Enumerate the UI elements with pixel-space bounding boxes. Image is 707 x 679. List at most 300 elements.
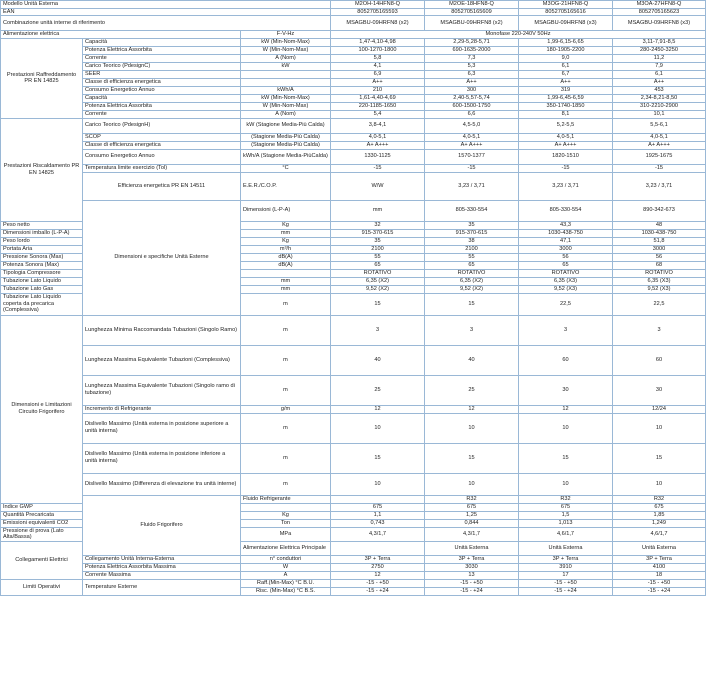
unit-cell <box>241 78 331 86</box>
parameter-cell: Quantità Precaricata <box>1 511 83 519</box>
value-cell: 2,40-5,57-5,74 <box>425 94 519 102</box>
value-cell: 675 <box>519 503 613 511</box>
value-cell: 1,013 <box>519 519 613 527</box>
value-cell: 10 <box>613 473 706 495</box>
unit-cell: m³/h <box>241 245 331 253</box>
value-cell: 1570-1377 <box>425 149 519 164</box>
parameter-cell: Alimentazione Elettrica Principale <box>241 541 331 555</box>
parameter-cell: Carico Teorico (PdesignH) <box>83 118 241 133</box>
value-cell: 3,23 / 3,71 <box>613 172 706 200</box>
group-label-cell: Dimensioni e specifiche Unità Esterne <box>83 200 241 315</box>
value-cell: 12 <box>331 571 425 579</box>
parameter-cell: Fluido Refrigerante <box>241 495 331 503</box>
value-cell: -15 <box>613 164 706 172</box>
table-row <box>1 315 706 345</box>
unit-cell: kWh/A <box>241 86 331 94</box>
parameter-cell: Pressione di prova (Lato Alta/Bassa) <box>1 527 83 541</box>
value-cell: 40 <box>425 345 519 375</box>
parameter-cell: Potenza Elettrica Assorbita <box>83 46 241 54</box>
value-cell: 6,35 (X2) <box>331 277 425 285</box>
parameter-cell: Dimensioni imballo (L-P-A) <box>1 229 83 237</box>
value-cell: A+ A+++ <box>425 141 519 149</box>
value-cell: 55 <box>425 253 519 261</box>
value-cell: 12/24 <box>613 405 706 413</box>
parameter-cell: Incremento di Refrigerante <box>83 405 241 413</box>
value-cell: 1330-1125 <box>331 149 425 164</box>
table-row <box>1 110 706 118</box>
value-cell: 35 <box>425 221 519 229</box>
value-cell: 2100 <box>425 245 519 253</box>
parameter-cell: Peso netto <box>1 221 83 229</box>
table-row <box>1 141 706 149</box>
value-cell: 1,47-4,10-4,98 <box>331 38 425 46</box>
table-row <box>1 172 706 200</box>
value-cell: 3030 <box>425 563 519 571</box>
value-cell: 8052705165623 <box>613 8 706 16</box>
value-cell: M3OA-27HFN8-Q <box>613 1 706 9</box>
unit-cell: n° conduttori <box>241 555 331 563</box>
value-cell: A++ <box>331 78 425 86</box>
value-cell: 690-1635-2000 <box>425 46 519 54</box>
parameter-cell: Modello Unità Esterna <box>1 1 331 9</box>
value-cell: 2,29-5,28-5,71 <box>425 38 519 46</box>
value-cell: 56 <box>613 253 706 261</box>
parameter-cell: Corrente <box>83 54 241 62</box>
group-label-cell: Dimensioni e Limitazioni Circuito Frigorifero <box>1 315 83 503</box>
value-cell: 3000 <box>519 245 613 253</box>
unit-cell: kWh/A (Stagione Media-PiùCalda) <box>241 149 331 164</box>
value-cell: 12 <box>425 405 519 413</box>
group-label-cell: Efficienza energetica PR EN 14511 <box>83 172 241 200</box>
group-label-cell: Limiti Operativi <box>1 579 83 595</box>
value-cell: 17 <box>519 571 613 579</box>
table-row <box>1 375 706 405</box>
value-cell: R32 <box>425 495 519 503</box>
unit-cell: mm <box>241 229 331 237</box>
unit-cell: MPa <box>241 527 331 541</box>
value-cell: 11,2 <box>613 54 706 62</box>
value-cell: 6,6 <box>425 110 519 118</box>
unit-cell: F-V-Hz <box>241 31 331 39</box>
value-cell: 22,5 <box>519 293 613 315</box>
parameter-cell: Temperatura limite esercizio (Tol) <box>83 164 241 172</box>
value-cell: 1,85 <box>613 511 706 519</box>
table-row <box>1 86 706 94</box>
parameter-cell: Consumo Energetico Annuo <box>83 86 241 94</box>
unit-cell: m <box>241 473 331 495</box>
unit-cell: W (Min-Nom-Max) <box>241 102 331 110</box>
table-row <box>1 149 706 164</box>
value-cell: 32 <box>331 221 425 229</box>
parameter-cell: Classe di efficienza energetica <box>83 78 241 86</box>
parameter-cell: Consumo Energetico Annuo <box>83 149 241 164</box>
table-row <box>1 164 706 172</box>
value-cell: 10,1 <box>613 110 706 118</box>
group-label-cell: Prestazioni Raffreddamento PR EN 14825 <box>1 38 83 118</box>
unit-cell: A (Nom) <box>241 110 331 118</box>
value-cell: 6,1 <box>613 70 706 78</box>
unit-cell: m <box>241 443 331 473</box>
table-row <box>1 571 706 579</box>
unit-cell: mm <box>241 277 331 285</box>
value-cell: M2OE-18HFN8-Q <box>425 1 519 9</box>
value-cell: 6,9 <box>331 70 425 78</box>
value-cell: 350-1740-1850 <box>519 102 613 110</box>
table-row <box>1 563 706 571</box>
table-row <box>1 16 706 31</box>
value-cell: -15 - +50 <box>331 579 425 587</box>
value-cell: M2OH-14HFN8-Q <box>331 1 425 9</box>
value-cell: 3P + Terra <box>425 555 519 563</box>
parameter-cell: Lunghezza Massima Equivalente Tubazioni (Complessiva) <box>83 345 241 375</box>
value-cell: 3 <box>613 315 706 345</box>
value-cell: 7,3 <box>425 54 519 62</box>
parameter-cell: Alimentazione elettrica <box>1 31 241 39</box>
value-cell: 10 <box>613 413 706 443</box>
value-cell: 6,35 (X3) <box>613 277 706 285</box>
value-cell: 68 <box>613 261 706 269</box>
value-cell: 210 <box>331 86 425 94</box>
value-cell: 4,0-5,1 <box>425 133 519 141</box>
value-cell: 5,8 <box>331 54 425 62</box>
value-cell: 675 <box>613 503 706 511</box>
value-cell: 6,1 <box>519 62 613 70</box>
value-cell: 100-1270-1800 <box>331 46 425 54</box>
unit-cell: Kg <box>241 237 331 245</box>
parameter-cell: Carico Teorico (PdesignC) <box>83 62 241 70</box>
table-row <box>1 54 706 62</box>
value-cell: 4,1 <box>331 62 425 70</box>
value-cell: 47,1 <box>519 237 613 245</box>
value-cell: 9,52 (X3) <box>519 285 613 293</box>
parameter-cell: Emissioni equivalenti CO2 <box>1 519 83 527</box>
table-row <box>1 62 706 70</box>
table-row <box>1 473 706 495</box>
value-cell: R32 <box>613 495 706 503</box>
unit-cell: Kg <box>241 221 331 229</box>
value-cell: 805-330-554 <box>425 200 519 221</box>
value-cell: 220-1185-1650 <box>331 102 425 110</box>
unit-cell: A <box>241 571 331 579</box>
value-cell: A+ A+++ <box>613 141 706 149</box>
value-cell: 60 <box>613 345 706 375</box>
parameter-cell: Potenza Elettrica Assorbita <box>83 102 241 110</box>
unit-cell: m <box>241 293 331 315</box>
value-cell: -15 - +24 <box>613 587 706 595</box>
value-cell: 43,3 <box>519 221 613 229</box>
table-row <box>1 78 706 86</box>
value-cell: 3P + Terra <box>519 555 613 563</box>
value-cell: 9,52 (X2) <box>331 285 425 293</box>
value-cell: 3 <box>425 315 519 345</box>
value-cell: 675 <box>425 503 519 511</box>
value-cell: 10 <box>519 473 613 495</box>
group-label-cell: Fluido Frigorifero <box>83 495 241 555</box>
value-cell: 675 <box>331 503 425 511</box>
unit-cell <box>241 70 331 78</box>
value-cell: 1,5 <box>519 511 613 519</box>
value-cell: 6,7 <box>519 70 613 78</box>
value-cell: 2100 <box>331 245 425 253</box>
table-row <box>1 200 706 221</box>
value-cell: -15 - +24 <box>331 587 425 595</box>
value-cell: 48 <box>613 221 706 229</box>
value-cell: -15 - +50 <box>425 579 519 587</box>
value-cell: 3P + Terra <box>331 555 425 563</box>
value-cell: 4,0-5,1 <box>613 133 706 141</box>
value-cell: 2,34-8,21-8,50 <box>613 94 706 102</box>
value-cell: ROTATIVO <box>613 269 706 277</box>
parameter-cell: Dislivello Massimo (Unità esterna in posizione inferiore a unità interna) <box>83 443 241 473</box>
value-cell: A+ A+++ <box>519 141 613 149</box>
value-cell: 3910 <box>519 563 613 571</box>
value-cell: 4,0-5,1 <box>331 133 425 141</box>
value-cell: Unità Esterna <box>613 541 706 555</box>
table-row <box>1 555 706 563</box>
value-cell: 0,844 <box>425 519 519 527</box>
value-cell: 310-2210-2900 <box>613 102 706 110</box>
parameter-cell: Pressione Sonora (Max) <box>1 253 83 261</box>
parameter-cell: Temperature Esterne <box>83 579 241 595</box>
parameter-cell: Capacità <box>83 94 241 102</box>
value-cell: 1030-438-750 <box>613 229 706 237</box>
parameter-cell: Collegamento Unità Interna-Esterna <box>83 555 241 563</box>
parameter-cell: SCOP <box>83 133 241 141</box>
value-cell: 6,35 (X2) <box>425 277 519 285</box>
table-row <box>1 46 706 54</box>
value-cell: 3 <box>519 315 613 345</box>
value-cell: 805-330-554 <box>519 200 613 221</box>
value-cell: 915-370-615 <box>425 229 519 237</box>
parameter-cell: Potenza Sonora (Max) <box>1 261 83 269</box>
value-cell: A++ <box>613 78 706 86</box>
value-cell: 9,52 (X2) <box>425 285 519 293</box>
value-cell: 10 <box>425 413 519 443</box>
unit-cell: m <box>241 345 331 375</box>
value-cell: 9,52 (X3) <box>613 285 706 293</box>
table-row <box>1 102 706 110</box>
parameter-cell: Lunghezza Massima Equivalente Tubazioni (Singolo ramo di tubazione) <box>83 375 241 405</box>
value-cell: A++ <box>425 78 519 86</box>
value-cell: 60 <box>519 345 613 375</box>
parameter-cell: Peso lordo <box>1 237 83 245</box>
value-cell: 915-370-615 <box>331 229 425 237</box>
value-cell: -15 - +50 <box>613 579 706 587</box>
value-cell: 15 <box>331 293 425 315</box>
value-cell: ROTATIVO <box>519 269 613 277</box>
value-cell: 4,0-5,1 <box>519 133 613 141</box>
parameter-cell: Portata Aria <box>1 245 83 253</box>
value-cell: 3,11-7,91-8,5 <box>613 38 706 46</box>
value-cell: -15 - +24 <box>425 587 519 595</box>
parameter-cell: Indice GWP <box>1 503 83 511</box>
value-cell: ROTATIVO <box>425 269 519 277</box>
value-cell: 5,5-6,1 <box>613 118 706 133</box>
table-row <box>1 495 706 503</box>
value-cell: 10 <box>425 473 519 495</box>
value-cell: MSAGBU-09HRFN8 (x2) <box>331 16 425 31</box>
value-cell: 65 <box>425 261 519 269</box>
parameter-cell: Classe di efficienza energetica <box>83 141 241 149</box>
value-cell: 10 <box>331 413 425 443</box>
parameter-cell: Corrente <box>83 110 241 118</box>
value-cell: 10 <box>331 473 425 495</box>
parameter-cell: Lunghezza Minima Raccomandata Tubazioni (Singolo Ramo) <box>83 315 241 345</box>
value-cell: 8,1 <box>519 110 613 118</box>
value-cell: M3OG-21HFN8-Q <box>519 1 613 9</box>
unit-cell: mm <box>241 285 331 293</box>
parameter-cell: Tipologia Compressore <box>1 269 83 277</box>
table-row <box>1 345 706 375</box>
value-cell: A++ <box>519 78 613 86</box>
table-row <box>1 405 706 413</box>
value-cell: 35 <box>331 237 425 245</box>
value-cell: 15 <box>331 443 425 473</box>
value-cell: 1,249 <box>613 519 706 527</box>
value-cell: 3,23 / 3,71 <box>519 172 613 200</box>
value-cell: 0,743 <box>331 519 425 527</box>
unit-cell: dB(A) <box>241 253 331 261</box>
parameter-cell: Corrente Massima <box>83 571 241 579</box>
value-cell: -15 <box>331 164 425 172</box>
table-row <box>1 8 706 16</box>
value-cell: 7,9 <box>613 62 706 70</box>
value-cell: 6,35 (X3) <box>519 277 613 285</box>
table-row <box>1 38 706 46</box>
value-cell: -15 <box>519 164 613 172</box>
unit-cell: g/m <box>241 405 331 413</box>
table-row <box>1 70 706 78</box>
unit-cell <box>331 495 425 503</box>
value-cell: 18 <box>613 571 706 579</box>
value-cell: 15 <box>425 443 519 473</box>
unit-cell <box>331 541 425 555</box>
unit-cell: kW (Min-Nom-Max) <box>241 94 331 102</box>
value-cell: 319 <box>519 86 613 94</box>
table-row <box>1 413 706 443</box>
value-cell: MSAGBU-09HRFN8 (x3) <box>519 16 613 31</box>
unit-cell: mm <box>331 200 425 221</box>
group-label-cell: Prestazioni Riscaldamento PR EN 14825 <box>1 118 83 221</box>
value-cell: MSAGBU-09HRFN8 (x3) <box>613 16 706 31</box>
table-row <box>1 443 706 473</box>
parameter-cell: E.E.R./C.O.P. <box>241 172 331 200</box>
value-cell: A+ A+++ <box>331 141 425 149</box>
value-cell: 6,3 <box>425 70 519 78</box>
value-cell: 65 <box>519 261 613 269</box>
value-cell: 15 <box>613 443 706 473</box>
value-cell: 38 <box>425 237 519 245</box>
value-cell: 2750 <box>331 563 425 571</box>
unit-cell: m <box>241 413 331 443</box>
value-cell: 30 <box>613 375 706 405</box>
unit-cell: W/W <box>331 172 425 200</box>
value-cell: R32 <box>519 495 613 503</box>
value-cell: 12 <box>519 405 613 413</box>
value-cell: 40 <box>331 345 425 375</box>
unit-cell: W (Min-Nom-Max) <box>241 46 331 54</box>
value-cell: -15 - +24 <box>519 587 613 595</box>
table-row <box>1 133 706 141</box>
value-cell: 600-1500-1750 <box>425 102 519 110</box>
unit-cell <box>241 503 331 511</box>
value-cell: Unità Esterna <box>425 541 519 555</box>
value-cell: 4,5-5,0 <box>425 118 519 133</box>
parameter-cell: Dimensioni (L-P-A) <box>241 200 331 221</box>
value-cell: -15 <box>425 164 519 172</box>
value-cell: 4100 <box>613 563 706 571</box>
unit-cell: (Stagione Media-Più Calda) <box>241 133 331 141</box>
value-cell: 4,3/1,7 <box>331 527 425 541</box>
value-cell: 30 <box>519 375 613 405</box>
value-cell: 13 <box>425 571 519 579</box>
group-label-cell: Collegamenti Elettrici <box>1 541 83 579</box>
parameter-cell: Tubazione Lato Liquido <box>1 277 83 285</box>
value-cell: 25 <box>425 375 519 405</box>
value-cell: 55 <box>331 253 425 261</box>
table-row <box>1 94 706 102</box>
table-row <box>1 118 706 133</box>
table-row <box>1 1 706 9</box>
value-cell: 3000 <box>613 245 706 253</box>
unit-cell: W <box>241 563 331 571</box>
unit-cell: Risc. (Min-Max) °C B.S. <box>241 587 331 595</box>
value-cell: 280-2450-3250 <box>613 46 706 54</box>
parameter-cell: Potenza Elettrica Assorbita Massima <box>83 563 241 571</box>
parameter-cell: Tubazione Lato Gas <box>1 285 83 293</box>
unit-cell: Kg <box>241 511 331 519</box>
value-cell: 180-1905-2200 <box>519 46 613 54</box>
unit-cell: °C <box>241 164 331 172</box>
unit-cell: dB(A) <box>241 261 331 269</box>
parameter-cell: SEER <box>83 70 241 78</box>
unit-cell: A (Nom) <box>241 54 331 62</box>
value-cell: ROTATIVO <box>331 269 425 277</box>
value-cell: 5,4 <box>331 110 425 118</box>
unit-cell: kW <box>241 62 331 70</box>
unit-cell: kW (Min-Nom-Max) <box>241 38 331 46</box>
value-cell: 1,99-6,45-6,59 <box>519 94 613 102</box>
parameter-cell: Tubazione Lato Liquido coperta da precarica (Complessiva) <box>1 293 83 315</box>
value-cell: 8052705165593 <box>331 8 425 16</box>
value-cell: 22,5 <box>613 293 706 315</box>
parameter-cell: Dislivello Massimo (Unità esterna in posizione superiore a unità interna) <box>83 413 241 443</box>
value-cell: Monofase 220-240V 50Hz <box>331 31 706 39</box>
value-cell: 1,99-6,15-6,65 <box>519 38 613 46</box>
value-cell: 4,3/1,7 <box>425 527 519 541</box>
unit-cell <box>241 269 331 277</box>
value-cell: 1,61-4,40-4,69 <box>331 94 425 102</box>
value-cell: 3 <box>331 315 425 345</box>
unit-cell: (Stagione Media-Più Calda) <box>241 141 331 149</box>
value-cell: 1925-1675 <box>613 149 706 164</box>
parameter-cell: Dislivello Massimo (Differenza di elevazione tra unità interne) <box>83 473 241 495</box>
unit-cell: Ton <box>241 519 331 527</box>
unit-cell: Raff.(Min-Max) °C B.U. <box>241 579 331 587</box>
value-cell: 25 <box>331 375 425 405</box>
value-cell: 4,6/1,7 <box>519 527 613 541</box>
spec-table-body <box>1 1 706 596</box>
value-cell: 8052705165609 <box>425 8 519 16</box>
value-cell: 15 <box>425 293 519 315</box>
value-cell: Unità Esterna <box>519 541 613 555</box>
value-cell: 3,23 / 3,71 <box>425 172 519 200</box>
value-cell: 453 <box>613 86 706 94</box>
value-cell: -15 - +50 <box>519 579 613 587</box>
value-cell: 890-342-673 <box>613 200 706 221</box>
parameter-cell: Combinazione unità interne di riferimento <box>1 16 331 31</box>
value-cell: 12 <box>331 405 425 413</box>
